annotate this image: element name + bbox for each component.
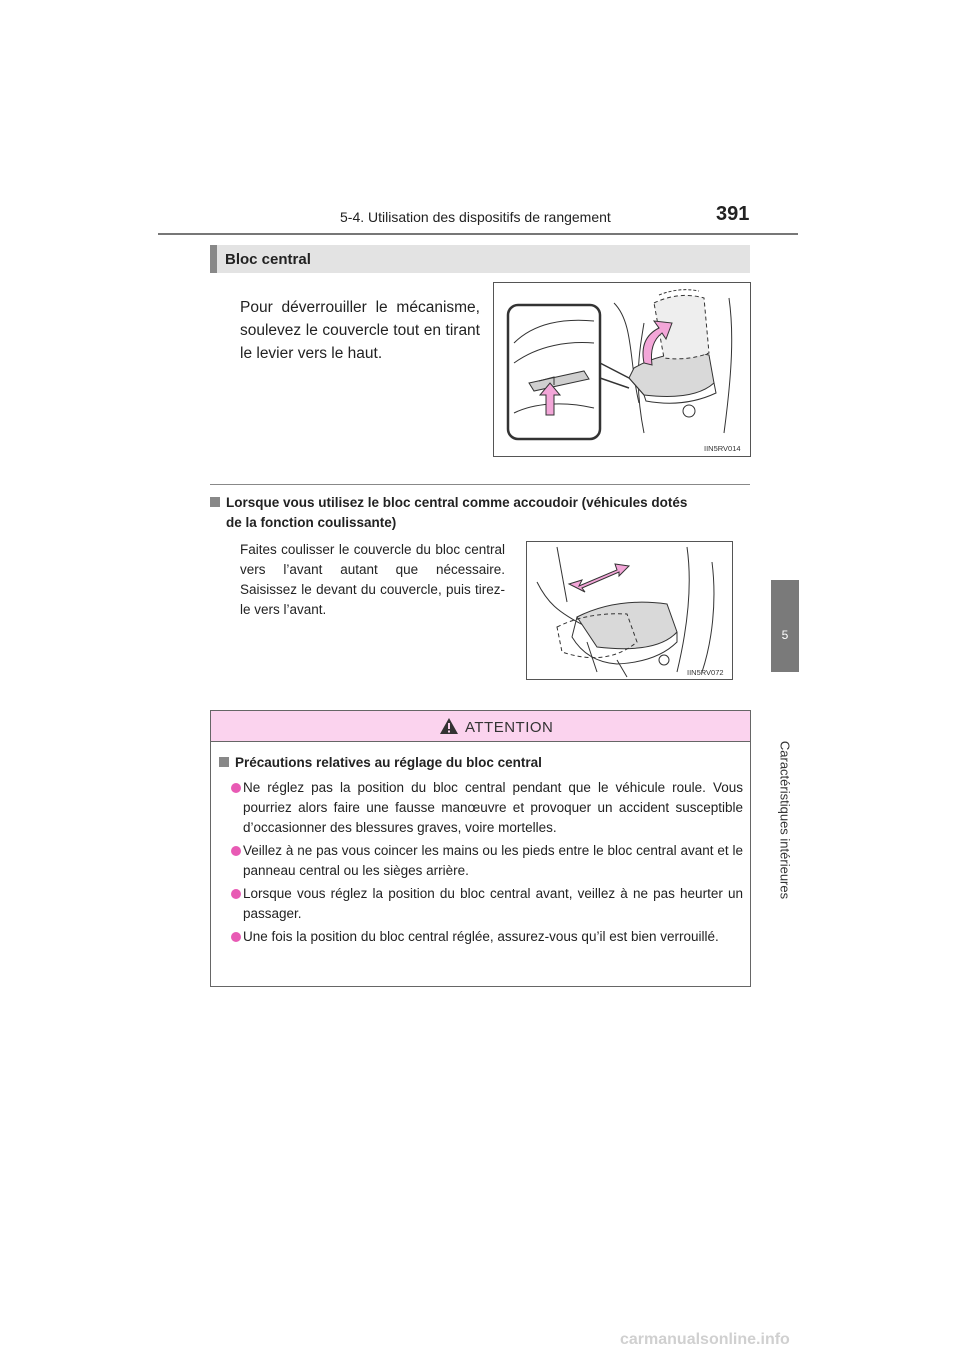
attention-bullet-text: Veillez à ne pas vous coincer les mains ou les pieds entre le bloc central avant et le panneau central ou les sièges arrière.: [243, 843, 743, 878]
slide-illustration: [527, 542, 732, 679]
intro-paragraph: Pour déverrouiller le mécanisme, soulevez le couvercle tout en tirant le levier vers le haut.: [240, 299, 480, 362]
chapter-tab: [771, 580, 799, 672]
pink-dot-icon: [231, 889, 241, 899]
section-divider: [210, 484, 750, 485]
chapter-label: Caractéristiques intérieures: [777, 740, 793, 900]
warning-triangle-icon: [439, 717, 459, 735]
pink-dot-icon: [231, 846, 241, 856]
unlock-illustration: [494, 283, 750, 456]
square-bullet-icon: [219, 757, 229, 767]
figure1-code: IIN5RV014: [704, 444, 741, 453]
attention-header: [211, 711, 750, 742]
attention-box: [210, 710, 751, 987]
attention-subheading: [219, 755, 542, 770]
figure-unlock-mechanism: [493, 282, 751, 457]
square-bullet-icon: [210, 497, 220, 507]
subheading-line2: de la fonction coulissante): [226, 515, 397, 530]
pink-dot-icon: [231, 783, 241, 793]
header-rule: [158, 233, 798, 235]
watermark: carmanualsonline.info: [620, 1331, 790, 1348]
pink-dot-icon: [231, 932, 241, 942]
armrest-subheading: [210, 493, 750, 533]
section-heading-bar: [210, 245, 750, 273]
attention-bullet: [231, 778, 743, 838]
armrest-paragraph: Faites coulisser le couvercle du bloc central vers l’avant autant que nécessaire. Saisissez le devant du couvercle, puis tirez-le vers l’avant.: [240, 542, 505, 617]
attention-bullet-text: Une fois la position du bloc central réglée, assurez-vous qu’il est bien verrouillé.: [243, 929, 719, 944]
attention-bullet: [231, 927, 743, 947]
chapter-number: 5: [781, 628, 789, 642]
attention-bullet: [231, 884, 743, 924]
attention-bullet-text: Ne réglez pas la position du bloc central pendant que le véhicule roule. Vous pourriez alors faire une fausse manœuvre et provoquer un accident susceptible d’occasionner des blessures graves, voire mortelles.: [243, 780, 743, 835]
subheading-line1: Lorsque vous utilisez le bloc central comme accoudoir (véhicules dotés: [226, 495, 688, 510]
page-number: 391: [716, 203, 750, 225]
attention-bullet-text: Lorsque vous réglez la position du bloc central avant, veillez à ne pas heurter un passager.: [243, 886, 743, 921]
header-section-title: 5-4. Utilisation des dispositifs de rangement: [340, 209, 611, 225]
attention-bullet: [231, 841, 743, 881]
attention-label: ATTENTION: [465, 719, 554, 736]
section-accent: [210, 245, 217, 273]
attention-subheading-text: Précautions relatives au réglage du bloc central: [235, 755, 542, 770]
figure2-code: IIN5RV072: [687, 668, 724, 677]
section-title: Bloc central: [225, 251, 311, 268]
figure-sliding-armrest: [526, 541, 733, 680]
